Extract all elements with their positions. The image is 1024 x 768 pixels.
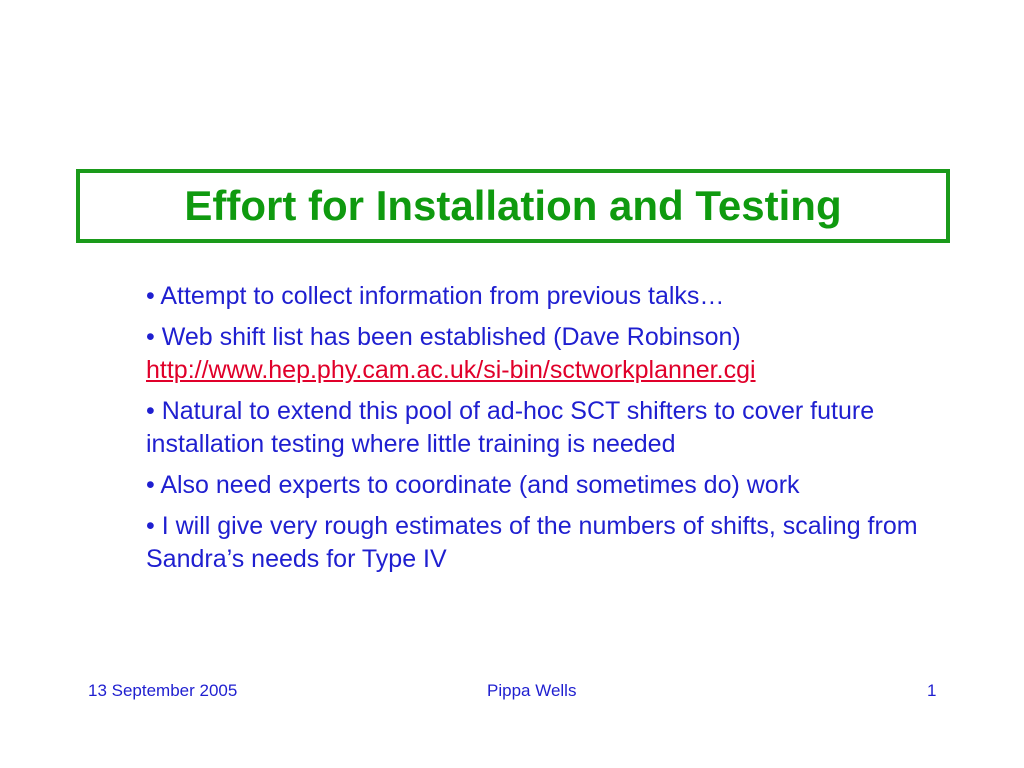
bullet-text: • Attempt to collect information from previous talks… bbox=[146, 282, 725, 310]
shift-list-link[interactable]: http://www.hep.phy.cam.ac.uk/si-bin/sctworkplanner.cgi bbox=[146, 356, 756, 384]
footer-page-number: 1 bbox=[927, 681, 937, 700]
title-frame bbox=[76, 169, 950, 243]
bullet-item bbox=[146, 395, 946, 461]
bullet-text: • I will give very rough estimates of the numbers of shifts, scaling from Sandra’s needs for Type IV bbox=[146, 512, 918, 573]
bullet-list bbox=[146, 280, 946, 584]
slide-title: Effort for Installation and Testing bbox=[184, 182, 842, 229]
bullet-text: • Also need experts to coordinate (and sometimes do) work bbox=[146, 471, 800, 499]
footer-date: 13 September 2005 bbox=[88, 681, 238, 700]
bullet-item bbox=[146, 280, 946, 313]
footer-author: Pippa Wells bbox=[487, 681, 577, 700]
bullet-item bbox=[146, 469, 946, 502]
bullet-item bbox=[146, 321, 946, 387]
bullet-text: • Natural to extend this pool of ad-hoc SCT shifters to cover future installation testing where little training is needed bbox=[146, 397, 875, 458]
bullet-text: • Web shift list has been established (Dave Robinson) bbox=[146, 323, 741, 351]
bullet-item bbox=[146, 510, 946, 576]
